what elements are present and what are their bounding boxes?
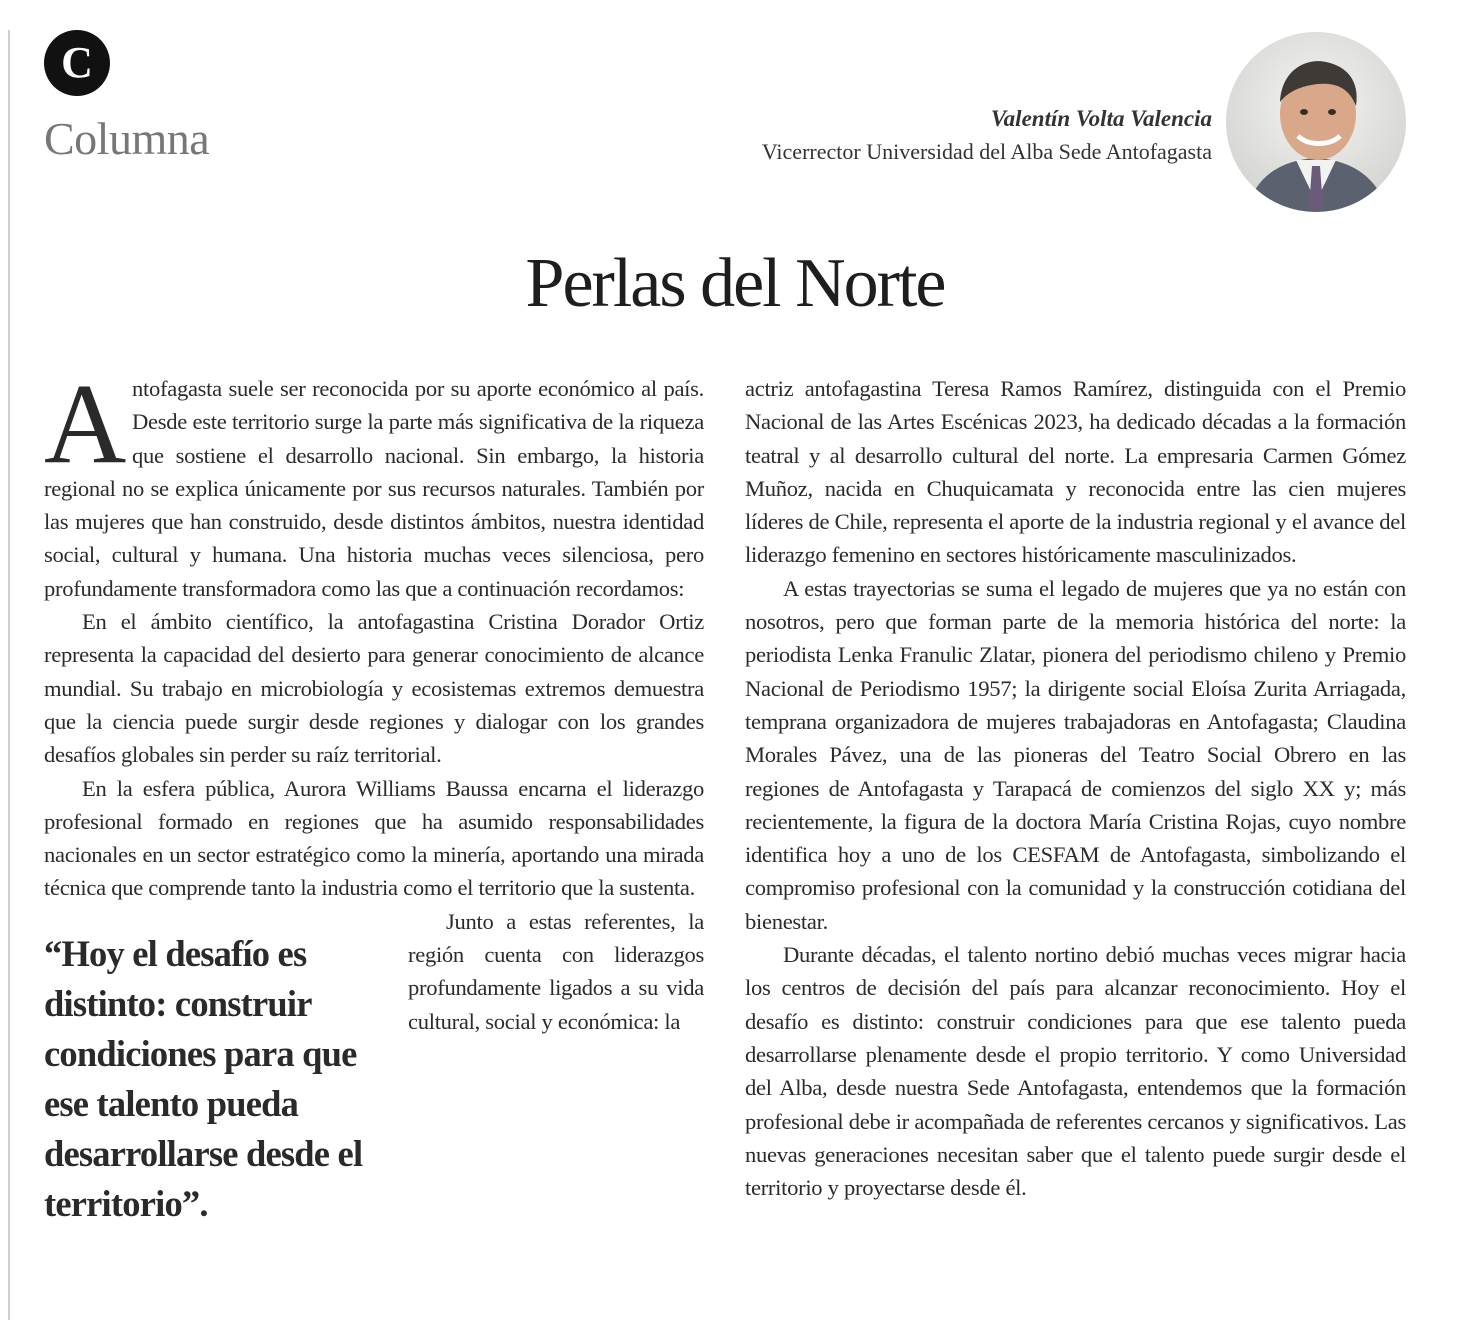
article-column-left xyxy=(44,360,704,1229)
paragraph-public: En la esfera pública, Aurora Williams Baussa encarna el liderazgo profesional formado en regiones que ha asumido responsabilidades nacionales en un sector estratégico como la minería, aportando una mirada técnica que comprende tanto la industria como el territorio que la sustenta. xyxy=(44,775,704,901)
author-byline xyxy=(762,104,1212,170)
column-badge: C xyxy=(44,30,110,96)
paragraph-references: Junto a estas referentes, la región cuenta con liderazgos profundamente ligados a su vida cultural, social y económica: la xyxy=(408,908,704,1034)
section-label: Columna xyxy=(44,113,210,164)
paragraph-references-continued: actriz antofagastina Teresa Ramos Ramírez, distinguida con el Premio Nacional de las Artes Escénicas 2023, ha dedicado décadas a la formación teatral y al desarrollo cultural del norte. La empresaria Carmen Gómez Muñoz, nacida en Chuquicamata y reconocida entre las cien mujeres líderes de Chile, representa el aporte de la industria regional y el avance del liderazgo femenino en sectores históricamente masculinizados. xyxy=(745,376,1406,568)
paragraph-science: En el ámbito científico, la antofagastina Cristina Dorador Ortiz representa la capacidad del desierto para generar conocimiento de alcance mundial. Su trabajo en microbiología y ecosistemas extremos demuestra que la ciencia puede surgir desde regiones y dialogar con los grandes desafíos globales sin perder su raíz territorial. xyxy=(44,609,704,768)
pull-quote: “Hoy el desafío es distinto: construir condiciones para que ese talento pueda desarrollarse desde el territorio”. xyxy=(44,933,363,1225)
author-photo xyxy=(1226,32,1406,212)
drop-cap: A xyxy=(44,360,127,487)
article-title: Perlas del Norte xyxy=(525,245,945,322)
author-role: Vicerrector Universidad del Alba Sede Antofagasta xyxy=(761,139,1212,164)
page-edge-divider xyxy=(8,30,10,1320)
article-column-right xyxy=(745,372,1406,1204)
paragraph-closing: Durante décadas, el talento nortino debió muchas veces migrar hacia los centros de decisión del país para alcanzar reconocimiento. Hoy el desafío es distinto: construir condiciones para que ese talento pueda desarrollarse plenamente desde el propio territorio. Y como Universidad del Alba, desde nuestra Sede Antofagasta, entendemos que la formación profesional debe ir acompañada de referentes cercanos y significativos. Las nuevas generaciones necesitan saber que el talento puede surgir desde el territorio y proyectarse desde él. xyxy=(745,942,1406,1201)
paragraph-legacy: A estas trayectorias se suma el legado de mujeres que ya no están con nosotros, pero que forman parte de la memoria histórica del norte: la periodista Lenka Franulic Zlatar, pionera del periodismo chileno y Premio Nacional de Periodismo 1957; la dirigente social Eloísa Zurita Arriagada, temprana organizadora de mujeres trabajadoras en Antofagasta; Claudina Morales Pávez, una de las pioneras del Teatro Social Obrero en las regiones de Antofagasta y Tarapacá de comienzos del siglo XX y; más recientemente, la figura de la doctora María Cristina Rojas, cuyo nombre identifica hoy a uno de los CESFAM de Antofagasta, simbolizando el compromiso profesional con la comunidad y la construcción cotidiana del bienestar. xyxy=(745,575,1406,934)
paragraph-intro: Antofagasta suele ser reconocida por su aporte económico al país. Desde este territorio surge la parte más significativa de la riqueza que sostiene el desarrollo nacional. Sin embargo, la historia regional no se explica únicamente por sus recursos naturales. También por las mujeres que han construido, desde distintos ámbitos, nuestra identidad social, cultural y humana. Una historia muchas veces silenciosa, pero profundamente transformadora como las que a continuación recordamos: xyxy=(44,360,704,601)
author-name: Valentín Volta Valencia xyxy=(990,106,1212,131)
